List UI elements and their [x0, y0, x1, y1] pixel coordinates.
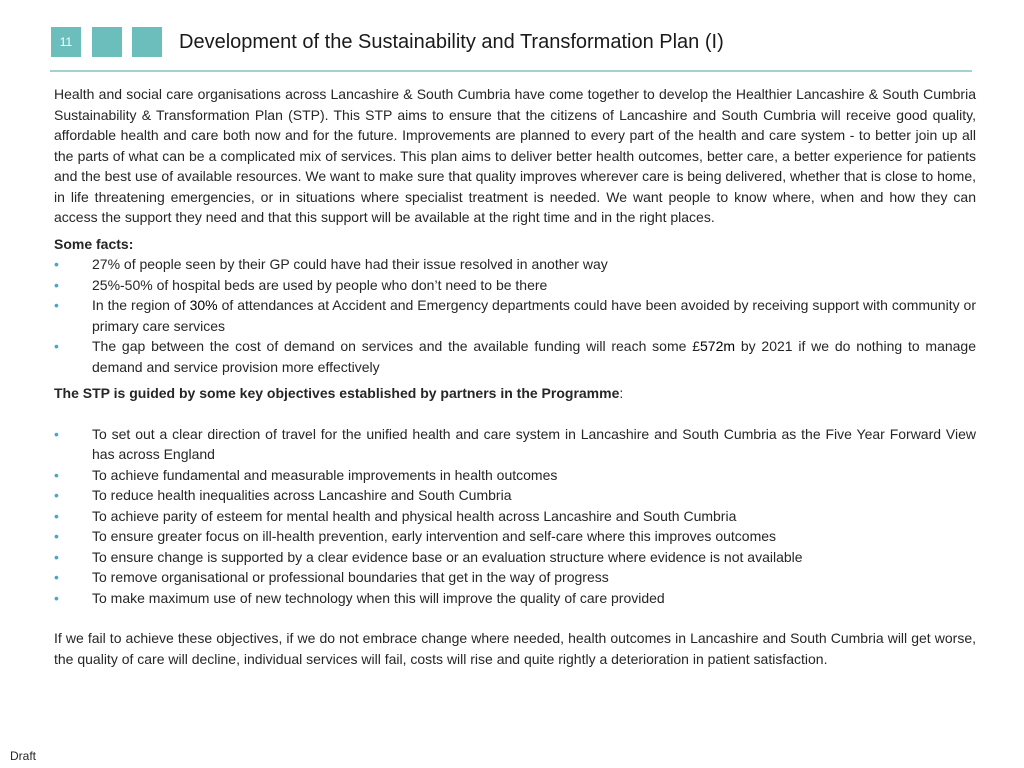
fact-highlight: 30% [189, 297, 218, 313]
slide-title: Development of the Sustainability and Transformation Plan (I) [179, 31, 724, 53]
bullet-icon: • [54, 338, 59, 354]
list-item [54, 588, 976, 609]
page-number: 11 [59, 35, 73, 49]
objectives-heading: The STP is guided by some key objectives established by partners in the Programme [54, 385, 620, 401]
objective-text: To achieve parity of esteem for mental health and physical health across Lancashire and South Cumbria [92, 507, 737, 524]
decorative-square [92, 27, 122, 57]
list-item [54, 254, 976, 275]
fact-text-pre: The gap between the cost of demand on services and the available funding will reach some £ [92, 338, 700, 354]
page-number-square [51, 27, 81, 57]
facts-heading: Some facts: [54, 235, 134, 252]
list-item [54, 526, 976, 547]
objective-text: To achieve fundamental and measurable improvements in health outcomes [92, 466, 558, 483]
title-divider [50, 70, 972, 72]
bullet-icon: • [54, 487, 59, 503]
list-item [54, 424, 976, 465]
objective-text: To reduce health inequalities across Lancashire and South Cumbria [92, 487, 512, 503]
bullet-icon: • [54, 297, 59, 313]
bullet-icon: • [54, 256, 59, 272]
list-item [54, 295, 976, 336]
objective-text: To set out a clear direction of travel for the unified health and care system in Lancashire and South Cumbria as the Five Year Forward View has across England [92, 425, 976, 462]
decorative-square [132, 27, 162, 57]
facts-list [54, 254, 976, 377]
fact-text-post: by 2021 if we do nothing to manage demand and service provision more effectively [92, 338, 977, 375]
list-item [54, 506, 976, 527]
list-item [54, 465, 976, 486]
objective-text: To ensure greater focus on ill-health prevention, early intervention and self-care where this improves outcomes [92, 528, 777, 544]
fact-text-post: of attendances at Accident and Emergency departments could have been avoided by receiving support with community or primary care services [92, 297, 977, 334]
slide-body [54, 84, 976, 669]
bullet-icon: • [54, 425, 59, 442]
list-item [54, 567, 976, 588]
draft-label: Draft [10, 749, 37, 763]
bullet-icon: • [54, 569, 59, 585]
slide-header [0, 0, 1024, 72]
list-item [54, 547, 976, 568]
list-item [54, 336, 976, 377]
fact-text-pre: In the region of [92, 297, 190, 313]
fact-highlight: 572m [700, 338, 736, 354]
objectives-heading-line [54, 383, 976, 404]
objectives-heading-suffix: : [619, 385, 624, 401]
bullet-icon: • [54, 548, 59, 565]
bullet-icon: • [54, 276, 59, 293]
objective-text: To make maximum use of new technology when this will improve the quality of care provided [92, 589, 665, 606]
objective-text: To remove organisational or professional boundaries that get in the way of progress [92, 569, 609, 585]
intro-paragraph: Health and social care organisations across Lancashire & South Cumbria have come together to develop the Healthier Lancashire & South Cumbria Sustainability & Transformation Plan (STP). This STP aims to ensure that the citizens of Lancashire and South Cumbria will receive good quality, affordable health and care both now and for the future. Improvements are planned to every part of the health and care system - to better join up all the parts of what can be a complicated mix of services. This plan aims to deliver better health outcomes, better care, a better experience for patients and the best use of available resources. We want to make sure that quality improves wherever care is being delivered, whether that is close to home, in life threatening emergencies, or in situations where specialist treatment is needed. We want people to know where, when and how they can access the support they need and that this support will be available at the right time and in the right places. [54, 86, 976, 225]
objectives-list [54, 424, 976, 609]
bullet-icon: • [54, 466, 59, 483]
conclusion-paragraph: If we fail to achieve these objectives, if we do not embrace change where needed, health outcomes in Lancashire and South Cumbria will get worse, the quality of care will decline, individual services will fail, costs will rise and quite rightly a deterioration in patient satisfaction. [54, 630, 976, 667]
bullet-icon: • [54, 528, 59, 544]
list-item [54, 275, 976, 296]
fact-text: 25%-50% of hospital beds are used by people who don’t need to be there [92, 276, 548, 293]
objective-text: To ensure change is supported by a clear evidence base or an evaluation structure where evidence is not available [92, 548, 803, 565]
bullet-icon: • [54, 507, 59, 524]
list-item [54, 485, 976, 506]
fact-text: 27% of people seen by their GP could have had their issue resolved in another way [92, 256, 608, 272]
bullet-icon: • [54, 589, 59, 606]
